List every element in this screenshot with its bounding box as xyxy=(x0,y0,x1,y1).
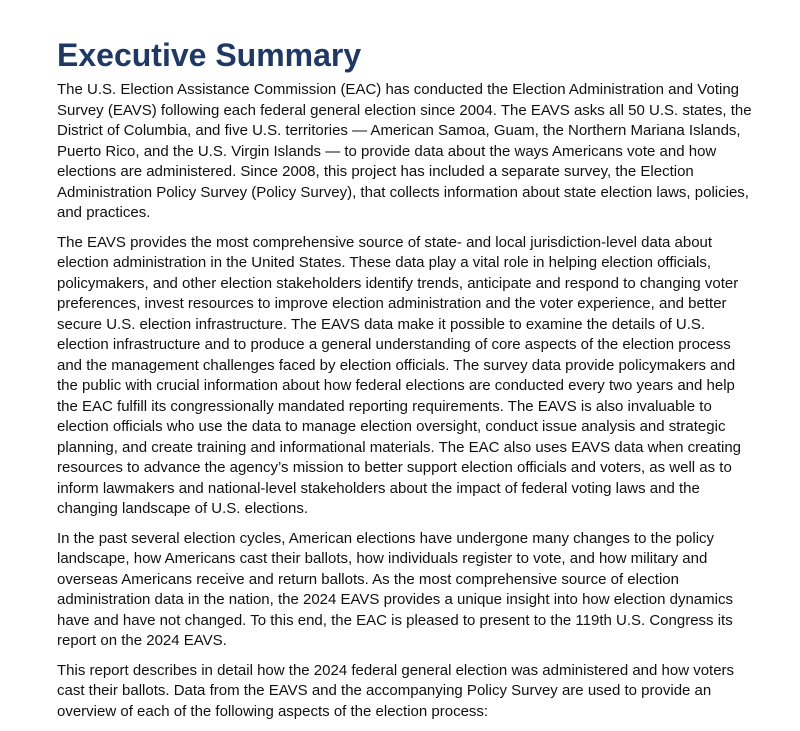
paragraph-eavs-importance: The EAVS provides the most comprehensive source of state- and local jurisdiction-level data about election administration in the United States. These data play a vital role in helping election officials, policymakers, and other election stakeholders identify trends, anticipate and respond to changing voter preferences, invest resources to improve election administration and the voter experience, and better secure U.S. election infrastructure. The EAVS data make it possible to examine the details of U.S. election infrastructure and to produce a general understanding of core aspects of the election process and the management challenges faced by election officials. The survey data provide policymakers and the public with crucial information about how federal elections are conducted every two years and help the EAC fulfill its congressionally mandated reporting requirements. The EAVS is also invaluable to election officials who use the data to manage election oversight, conduct issue analysis and strategic planning, and create training and informational materials. The EAC also uses EAVS data when creating resources to advance the agency’s mission to better support election officials and voters, as well as to inform lawmakers and national-level stakeholders about the impact of federal voting laws and the changing landscape of U.S. elections. xyxy=(57,233,742,517)
paragraph-intro: The U.S. Election Assistance Commission (EAC) has conducted the Election Administration and Voting Survey (EAVS) following each federal general election since 2004. The EAVS asks all 50 U.S. states, the District of Columbia, and five U.S. territories — American Samoa, Guam, the Northern Mariana Islands, Puerto Rico, and the U.S. Virgin Islands — to provide data about the ways Americans vote and how elections are administered. Since 2008, this project has included a separate survey, the Election Administration Policy Survey (Policy Survey), that collects information about state election laws, policies, and practices. xyxy=(57,81,752,221)
paragraph-report-description: This report describes in detail how the 2024 federal general election was administered and how voters cast their ballots. Data from the EAVS and the accompanying Policy Survey are used to provide an overview of each of the following aspects of the election process: xyxy=(57,661,735,720)
paragraph-election-changes: In the past several election cycles, American elections have undergone many changes to the policy landscape, how Americans cast their ballots, how individuals register to vote, and how military and overseas Americans receive and return ballots. As the most comprehensive source of election administration data in the nation, the 2024 EAVS provides a unique insight into how election dynamics have and have not changed. To this end, the EAC is pleased to present to the 119th U.S. Congress its report on the 2024 EAVS. xyxy=(57,529,733,649)
page-title: Executive Summary xyxy=(57,37,362,73)
document-page xyxy=(57,36,757,731)
